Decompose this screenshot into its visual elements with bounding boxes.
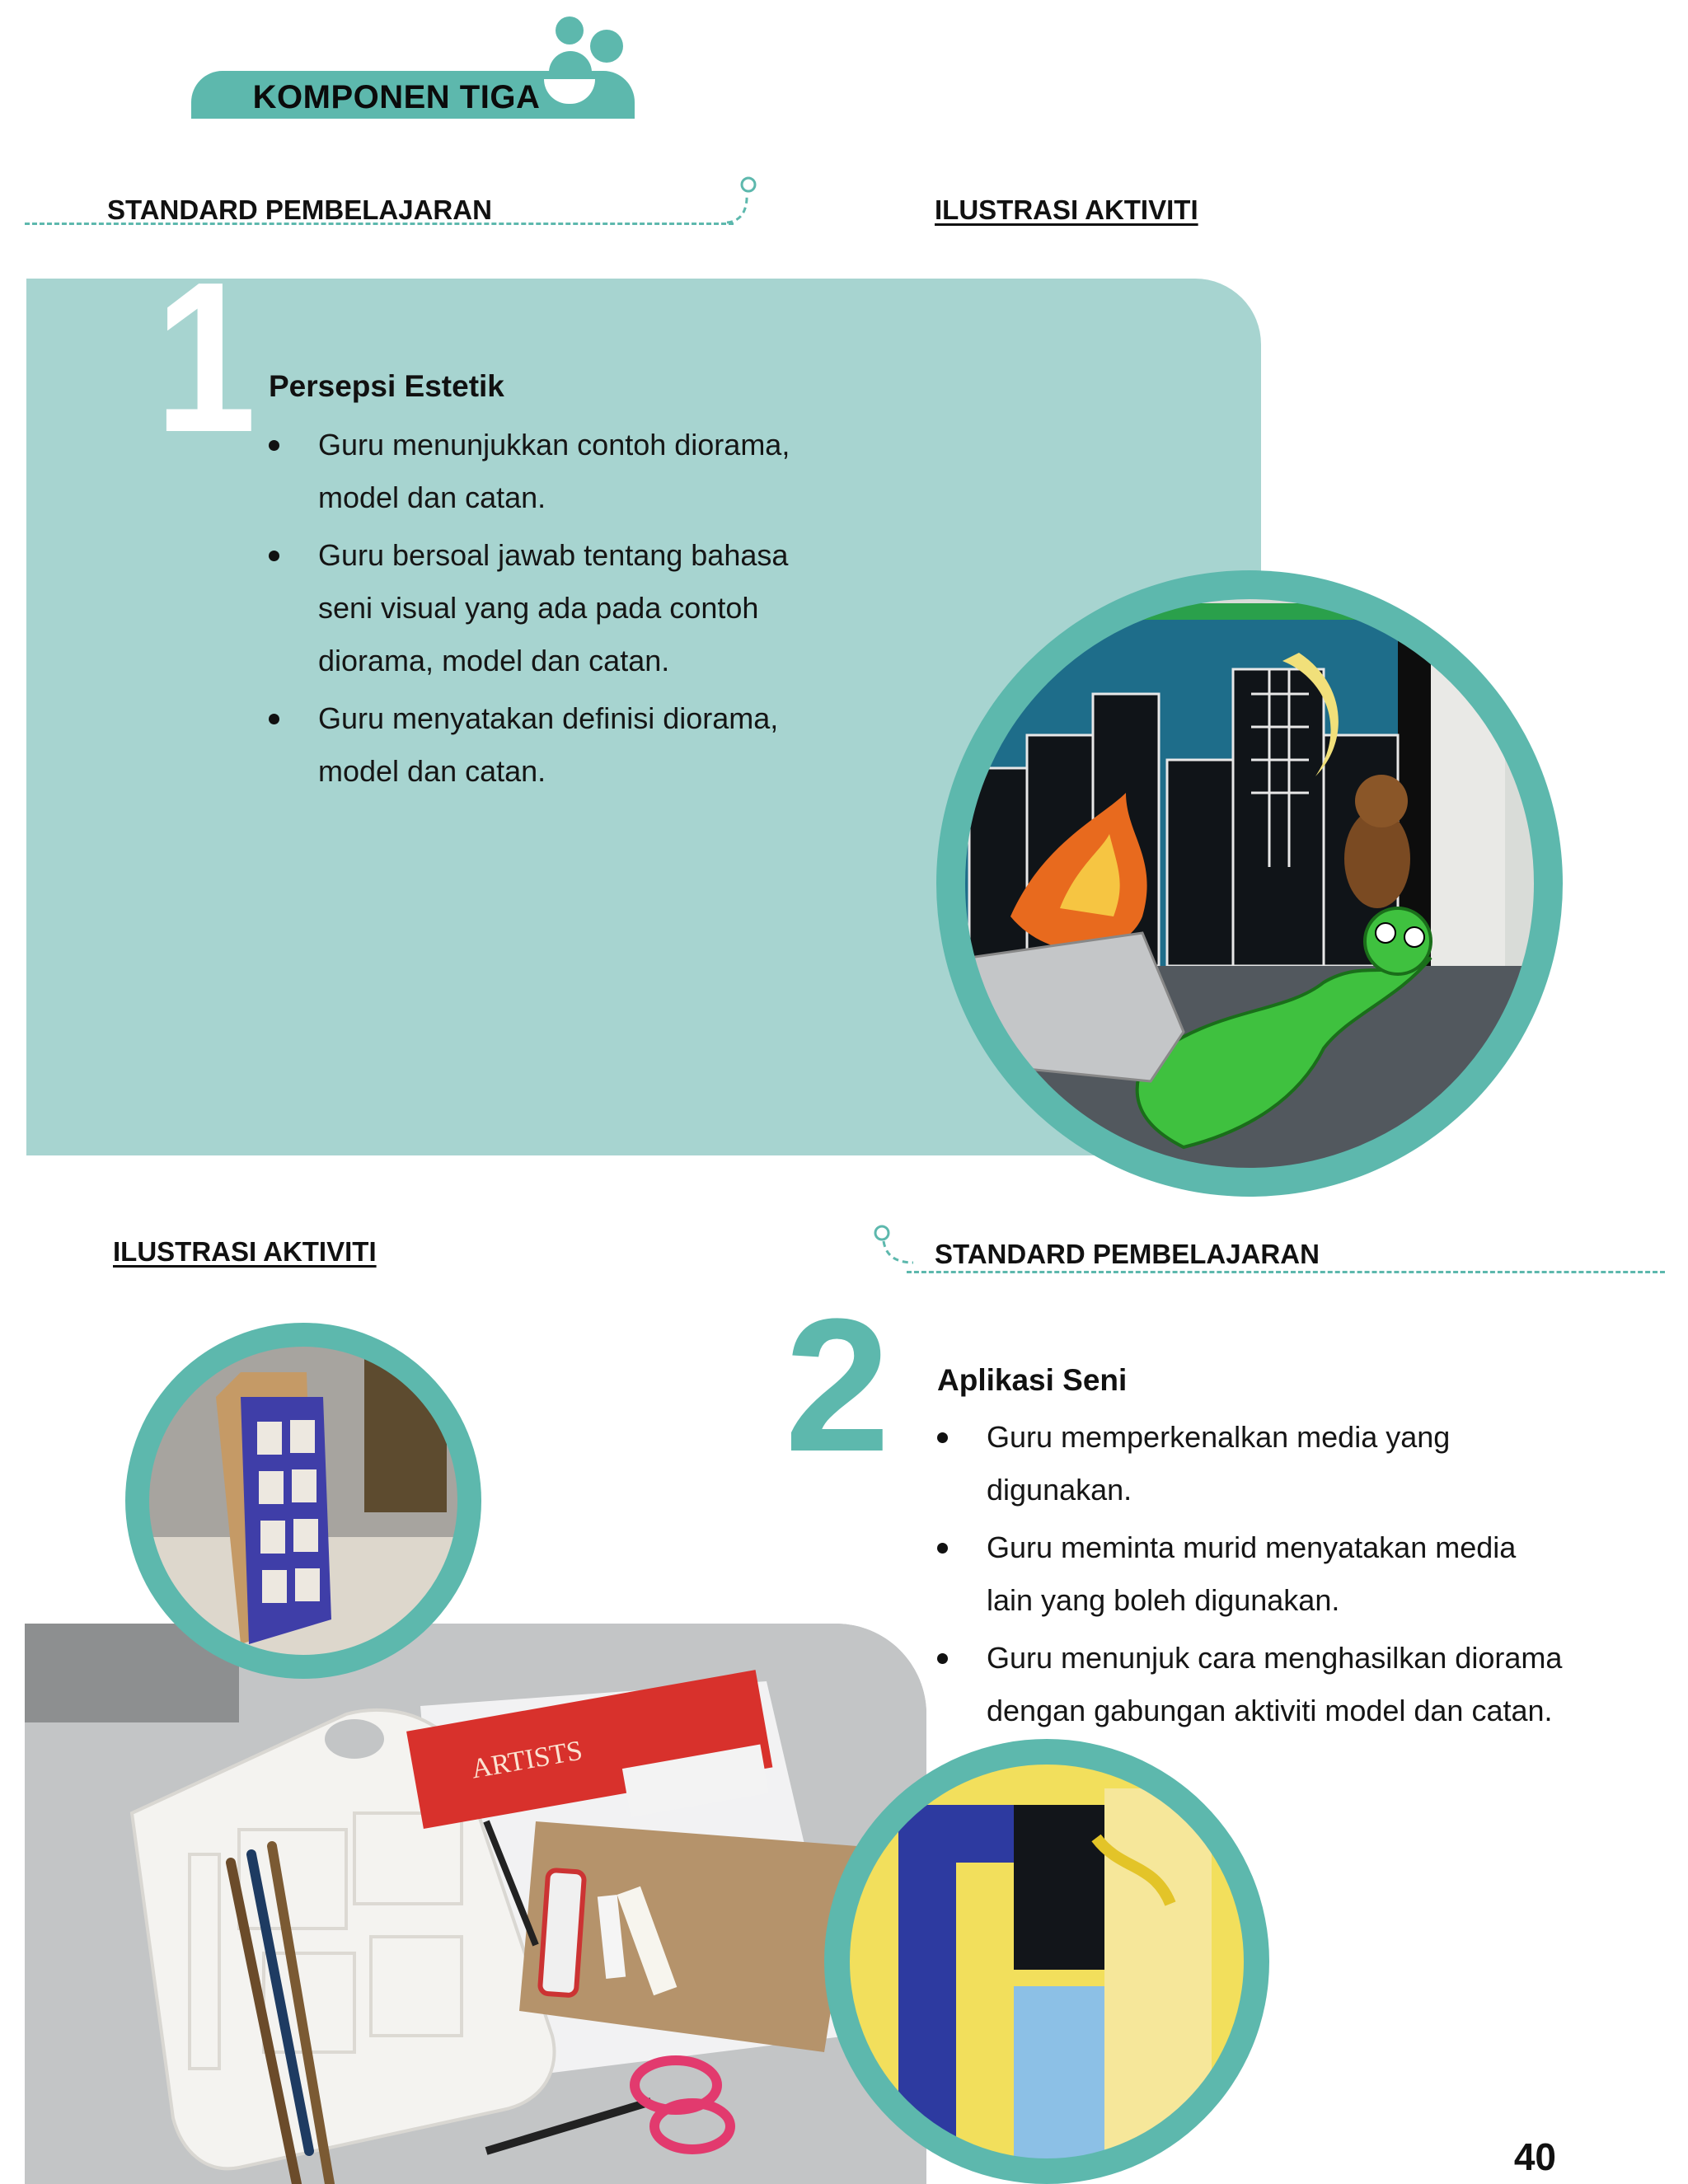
section1-bullet-1-line1: Guru menunjukkan contoh diorama,	[318, 428, 790, 462]
section2-dashed-hook	[865, 1220, 915, 1269]
section1-bullet-3	[269, 692, 895, 798]
section2-bullet-2-line2: lain yang boleh digunakan.	[987, 1583, 1340, 1617]
bullet-dot	[937, 1543, 948, 1554]
painted-panel-photo	[824, 1739, 1269, 2184]
cardboard-building-photo	[125, 1323, 481, 1679]
section2-bullet-2-line1: Guru meminta murid menyatakan media	[987, 1530, 1517, 1564]
section1-bullet-1	[269, 419, 895, 524]
section2-standard-heading: STANDARD PEMBELAJARAN	[935, 1239, 1320, 1269]
section1-dashed-line	[25, 223, 734, 225]
section1-illustration-heading: ILUSTRASI AKTIVITI	[935, 194, 1198, 225]
section1-standard-heading: STANDARD PEMBELAJARAN	[107, 194, 492, 225]
section1-bullet-3-line1: Guru menyatakan definisi diorama,	[318, 701, 779, 735]
page-number: 40	[1513, 2135, 1556, 2178]
bullet-dot	[269, 714, 279, 724]
bullet-dot	[269, 551, 279, 561]
section2-bullet-2	[937, 1521, 1662, 1627]
section1-bullet-2-line3: diorama, model dan catan.	[318, 644, 670, 677]
section2-title: Aplikasi Seni	[937, 1363, 1128, 1397]
section1-bullet-2-line1: Guru bersoal jawab tentang bahasa	[318, 538, 789, 572]
section1-bullet-1-line2: model dan catan.	[318, 480, 546, 514]
section1-number: 1	[155, 238, 256, 477]
section2-bullet-3-line1: Guru menunjuk cara menghasilkan diorama	[987, 1641, 1563, 1675]
section2-bullet-1-line2: digunakan.	[987, 1473, 1132, 1507]
component-badge-label: KOMPONEN TIGA	[252, 79, 541, 115]
section2-bullet-1	[937, 1411, 1662, 1516]
section2-bullet-1-line1: Guru memperkenalkan media yang	[987, 1420, 1451, 1454]
art-supplies-photo	[25, 1624, 926, 2184]
section2-number: 2	[785, 1279, 890, 1491]
section1-title: Persepsi Estetik	[269, 369, 504, 403]
section2-dashed-line	[907, 1271, 1665, 1273]
badge-dot-small	[556, 16, 584, 45]
bullet-dot	[269, 440, 279, 451]
paint-box-label: ARTISTS	[469, 1735, 585, 1785]
section2-illustration-heading: ILUSTRASI AKTIVITI	[113, 1236, 377, 1267]
section2-bullet-3	[937, 1632, 1662, 1737]
section1-bullet-list	[269, 419, 895, 803]
section2-bullet-list	[937, 1411, 1662, 1742]
bullet-dot	[937, 1653, 948, 1664]
city-diorama-photo	[936, 570, 1563, 1197]
section1-bullet-2	[269, 529, 895, 687]
section1-bullet-3-line2: model dan catan.	[318, 754, 546, 788]
section2-bullet-3-line2: dengan gabungan aktiviti model dan catan.	[987, 1694, 1553, 1727]
bullet-dot	[937, 1432, 948, 1443]
section1-dashed-hook	[725, 171, 767, 226]
badge-dot-right	[590, 30, 623, 63]
section1-bullet-2-line2: seni visual yang ada pada contoh	[318, 591, 759, 625]
